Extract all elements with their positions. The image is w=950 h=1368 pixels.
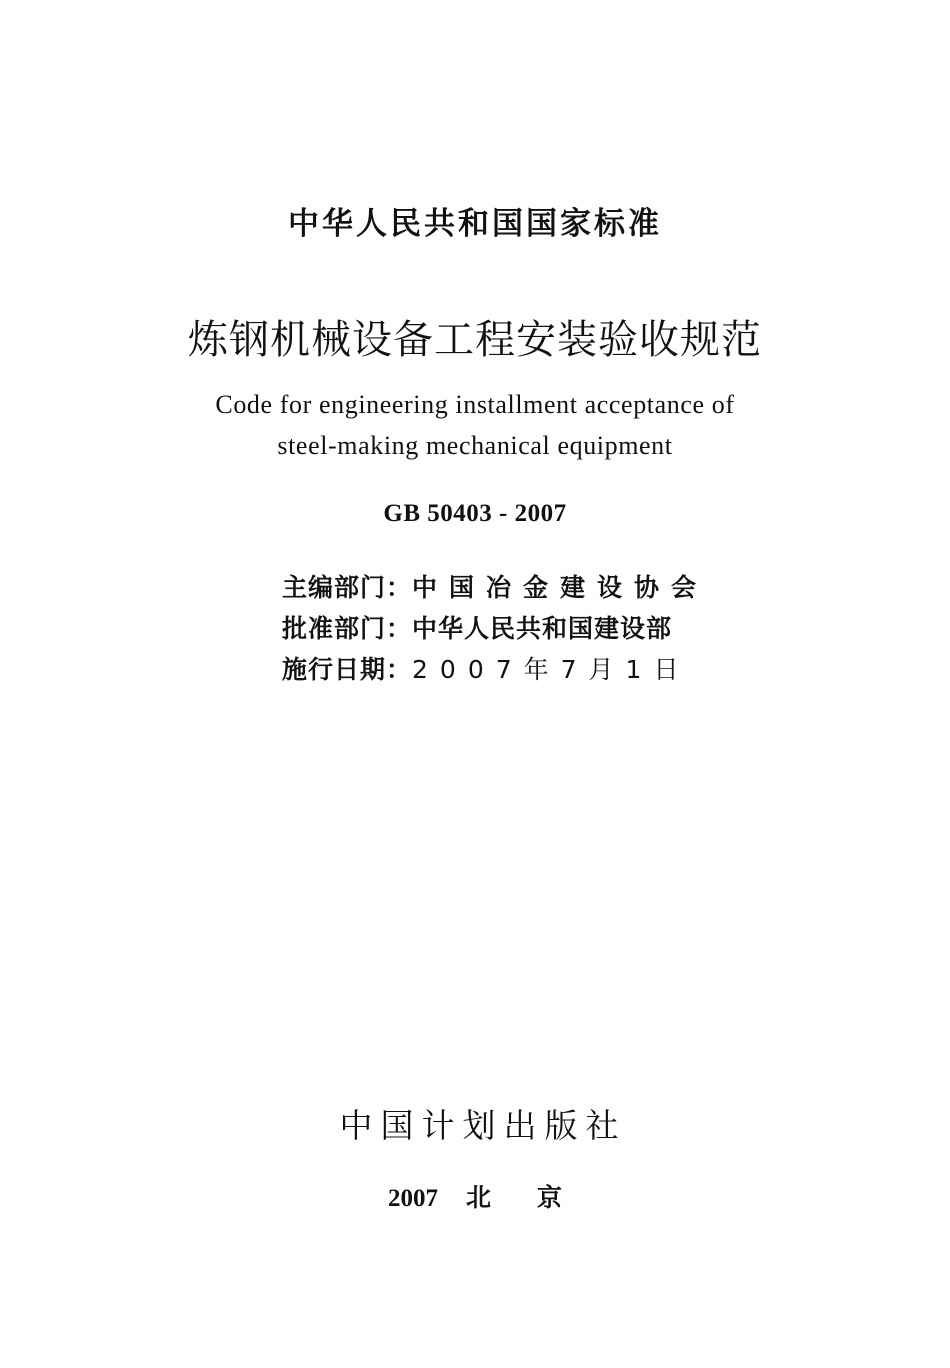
- approver-label: 批准部门：: [282, 614, 413, 643]
- title-chinese: 炼钢机械设备工程安装验收规范: [188, 317, 762, 363]
- publication-city: 北京: [465, 1183, 608, 1212]
- title-english-line-1: Code for engineering installment acceptance of: [215, 390, 735, 419]
- publication-year: 2007: [387, 1185, 438, 1212]
- editor-value: 中国冶金建设协会: [412, 573, 709, 602]
- publisher-name: 中国计划出版社: [339, 1106, 627, 1145]
- effective-date-value: 2007年7月1日: [412, 655, 691, 684]
- publication-line: [0, 1178, 950, 1214]
- approver-value: 中华人民共和国建设部: [412, 614, 673, 643]
- editor-row: [282, 568, 708, 604]
- standard-code: GB 50403 - 2007: [383, 500, 567, 527]
- effective-date-label: 施行日期：: [282, 655, 413, 684]
- approver-row: [282, 609, 672, 645]
- standard-type: 中华人民共和国国家标准: [288, 206, 662, 242]
- title-english-line-2: steel-making mechanical equipment: [277, 431, 673, 460]
- effective-date-row: [282, 650, 690, 686]
- editor-label: 主编部门：: [282, 573, 413, 602]
